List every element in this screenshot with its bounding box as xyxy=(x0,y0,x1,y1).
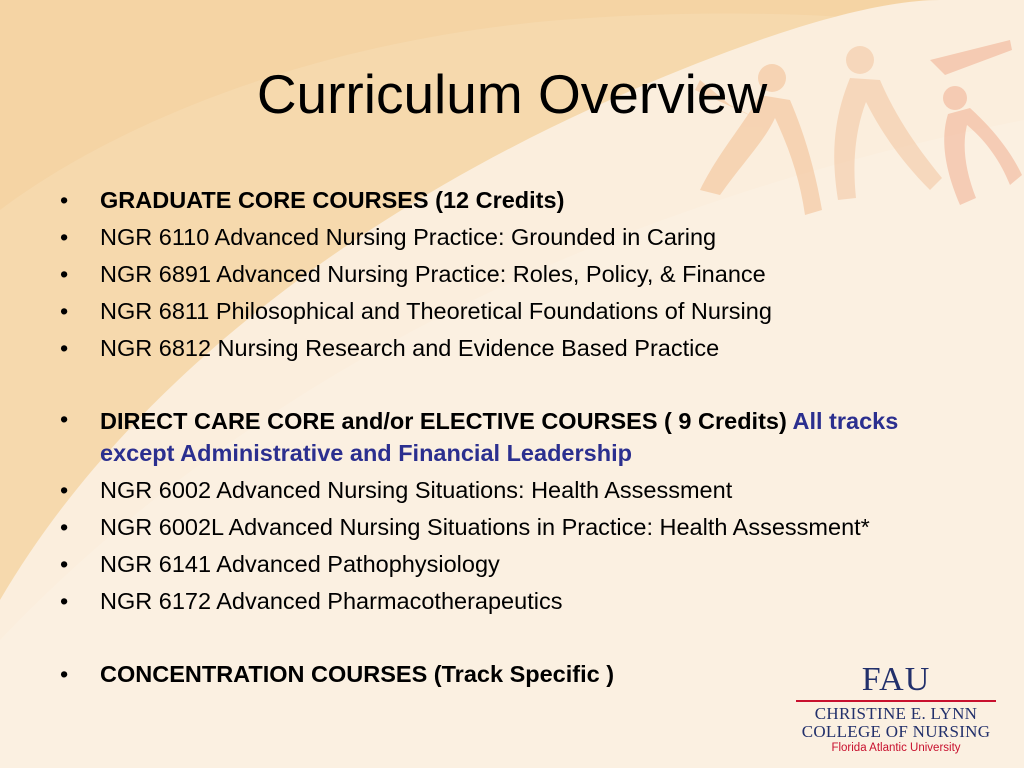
section-heading: CONCENTRATION COURSES (Track Specific ) xyxy=(100,661,615,687)
course-text: NGR 6172 Advanced Pharmacotherapeutics xyxy=(100,588,563,614)
college-logo xyxy=(796,662,996,754)
course-text: NGR 6110 Advanced Nursing Practice: Grounded in Caring xyxy=(100,224,717,250)
bullet-glyph: • xyxy=(60,224,69,250)
list-item xyxy=(60,293,960,330)
bullet-glyph: • xyxy=(60,661,69,687)
bullet-glyph: • xyxy=(60,298,69,324)
bullet-glyph: • xyxy=(60,588,69,614)
course-text: NGR 6891 Advanced Nursing Practice: Roles, Policy, & Finance xyxy=(100,261,766,287)
section-note: All tracks except Administrative and Financial Leadership xyxy=(100,408,899,466)
section-heading: DIRECT CARE CORE and/or ELECTIVE COURSES ( 9 Credits) xyxy=(100,408,793,434)
list-item xyxy=(60,219,960,256)
logo-line-1: CHRISTINE E. LYNN xyxy=(814,704,978,723)
list-item xyxy=(60,182,960,219)
logo-divider xyxy=(796,700,996,702)
bullet-glyph: • xyxy=(60,477,69,503)
course-text: NGR 6002L Advanced Nursing Situations in Practice: Health Assessment* xyxy=(100,514,870,540)
course-text: NGR 6002 Advanced Nursing Situations: Health Assessment xyxy=(100,477,733,503)
course-text: NGR 6812 Nursing Research and Evidence Based Practice xyxy=(100,335,720,361)
list-item xyxy=(60,546,960,583)
list-item xyxy=(60,583,960,620)
bullet-glyph: • xyxy=(60,187,69,213)
bullet-glyph: • xyxy=(60,335,69,361)
list-item xyxy=(60,403,960,472)
spacer xyxy=(60,620,960,656)
list-item xyxy=(60,330,960,367)
bullet-glyph: • xyxy=(60,551,69,577)
slide-title: Curriculum Overview xyxy=(256,63,768,125)
logo-line-2: COLLEGE OF NURSING xyxy=(801,722,991,741)
bullet-list xyxy=(60,182,960,693)
bullet-glyph: • xyxy=(60,261,69,287)
fau-wordmark: FAU xyxy=(861,661,931,698)
section-heading: GRADUATE CORE COURSES (12 Credits) xyxy=(100,187,565,213)
spacer xyxy=(60,367,960,403)
course-text: NGR 6141 Advanced Pathophysiology xyxy=(100,551,500,577)
course-text: NGR 6811 Philosophical and Theoretical Foundations of Nursing xyxy=(100,298,772,324)
logo-line-3: Florida Atlantic University xyxy=(831,742,961,754)
bullet-glyph: • xyxy=(60,406,69,432)
list-item xyxy=(60,256,960,293)
list-item xyxy=(60,472,960,509)
bullet-glyph: • xyxy=(60,514,69,540)
list-item xyxy=(60,509,960,546)
